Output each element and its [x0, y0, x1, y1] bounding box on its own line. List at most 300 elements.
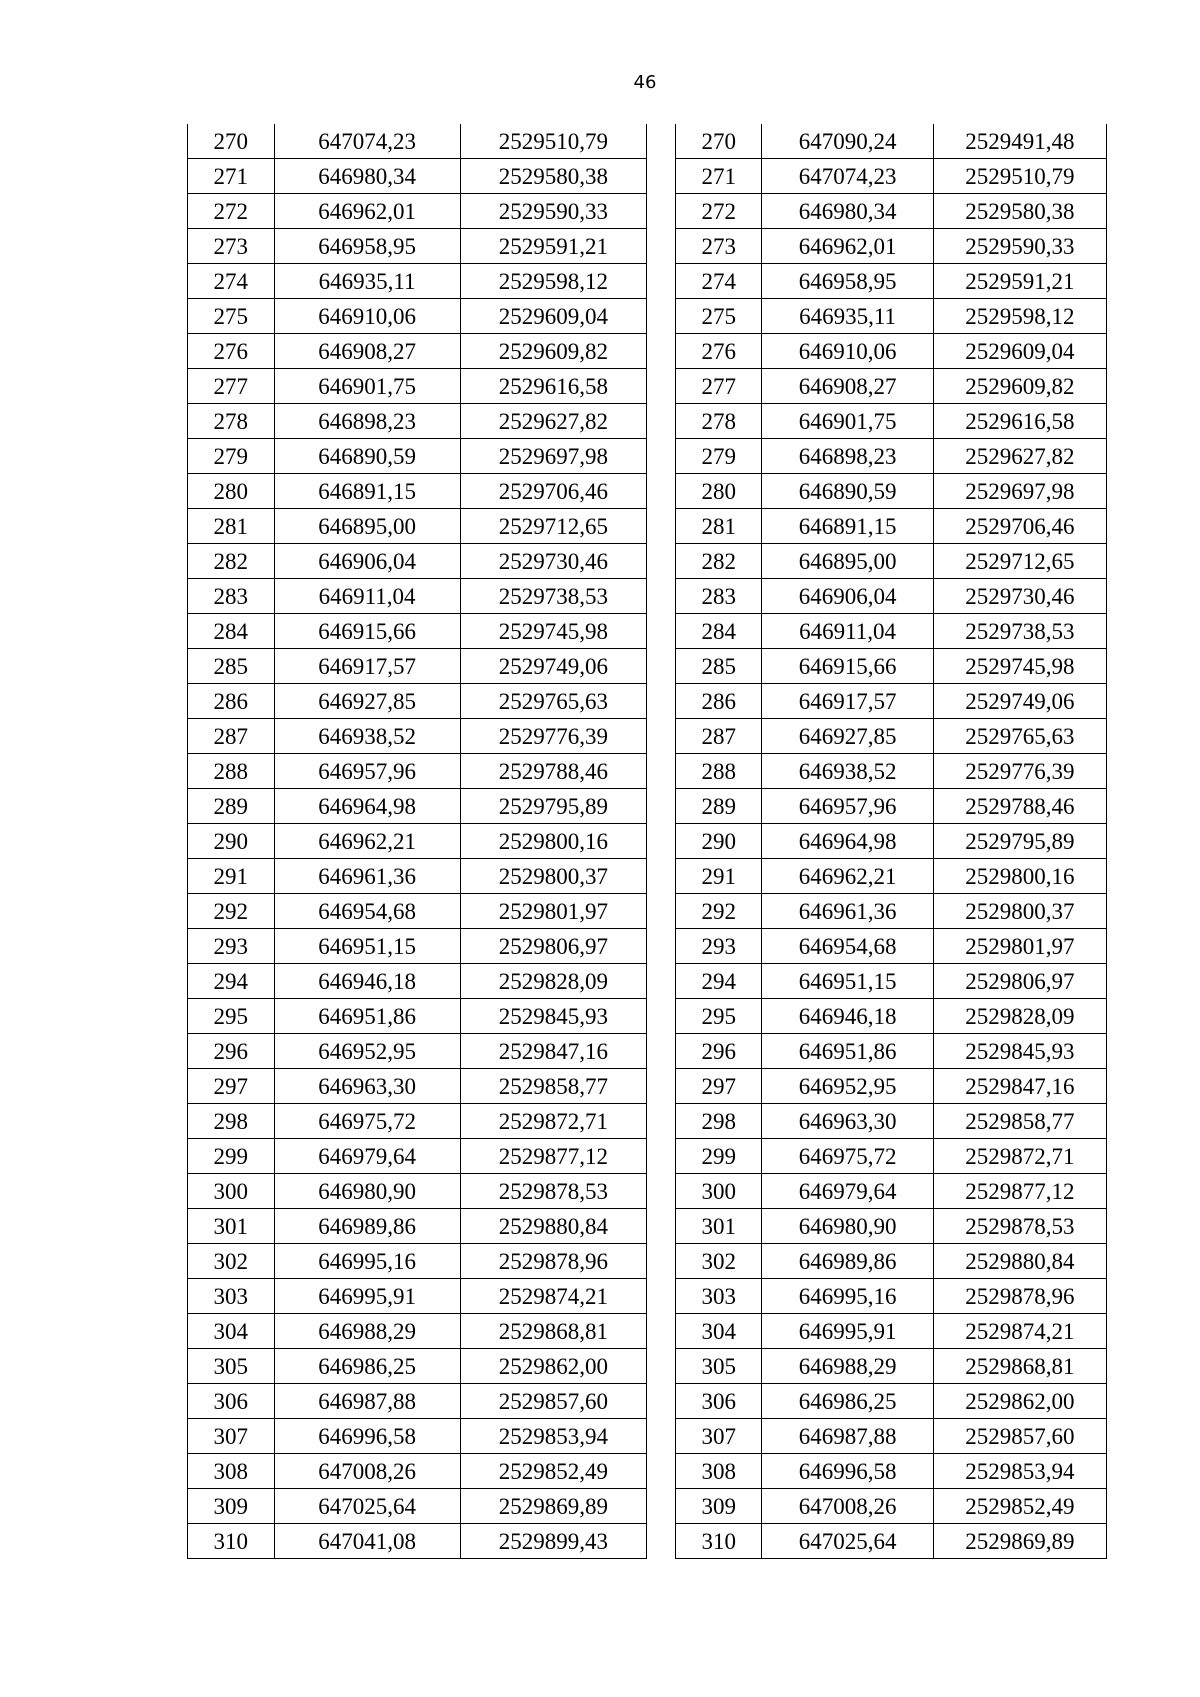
point-number-cell: 288 [676, 754, 762, 789]
table-row [676, 544, 1107, 579]
x-coordinate-cell: 647025,64 [274, 1489, 460, 1524]
y-coordinate-cell: 2529806,97 [933, 964, 1106, 999]
x-coordinate-cell: 646980,90 [762, 1209, 933, 1244]
y-coordinate-cell: 2529616,58 [933, 404, 1106, 439]
point-number-cell: 274 [676, 264, 762, 299]
x-coordinate-cell: 646927,85 [274, 684, 460, 719]
point-number-cell: 272 [676, 194, 762, 229]
table-row [676, 509, 1107, 544]
x-coordinate-cell: 646996,58 [274, 1419, 460, 1454]
point-number-cell: 271 [188, 159, 275, 194]
point-number-cell: 270 [676, 124, 762, 159]
y-coordinate-cell: 2529874,21 [933, 1314, 1106, 1349]
point-number-cell: 309 [676, 1489, 762, 1524]
x-coordinate-cell: 646915,66 [274, 614, 460, 649]
point-number-cell: 306 [676, 1384, 762, 1419]
table-row [676, 1279, 1107, 1314]
table-row [676, 334, 1107, 369]
y-coordinate-cell: 2529697,98 [933, 474, 1106, 509]
x-coordinate-cell: 646963,30 [762, 1104, 933, 1139]
y-coordinate-cell: 2529853,94 [460, 1419, 646, 1454]
y-coordinate-cell: 2529847,16 [933, 1069, 1106, 1104]
y-coordinate-cell: 2529853,94 [933, 1454, 1106, 1489]
x-coordinate-cell: 646954,68 [762, 929, 933, 964]
table-row [188, 614, 647, 649]
point-number-cell: 285 [676, 649, 762, 684]
y-coordinate-cell: 2529857,60 [460, 1384, 646, 1419]
table-row [676, 1489, 1107, 1524]
x-coordinate-cell: 646980,34 [274, 159, 460, 194]
table-row [676, 1139, 1107, 1174]
table-row [676, 1104, 1107, 1139]
point-number-cell: 281 [676, 509, 762, 544]
table-body-left [188, 124, 647, 1559]
y-coordinate-cell: 2529858,77 [460, 1069, 646, 1104]
table-row [676, 1384, 1107, 1419]
point-number-cell: 280 [188, 474, 275, 509]
y-coordinate-cell: 2529730,46 [460, 544, 646, 579]
y-coordinate-cell: 2529788,46 [460, 754, 646, 789]
point-number-cell: 285 [188, 649, 275, 684]
table-row [188, 1314, 647, 1349]
y-coordinate-cell: 2529800,16 [460, 824, 646, 859]
point-number-cell: 305 [676, 1349, 762, 1384]
x-coordinate-cell: 646951,15 [762, 964, 933, 999]
y-coordinate-cell: 2529738,53 [460, 579, 646, 614]
x-coordinate-cell: 646946,18 [274, 964, 460, 999]
table-row [188, 544, 647, 579]
x-coordinate-cell: 646906,04 [274, 544, 460, 579]
x-coordinate-cell: 646962,01 [274, 194, 460, 229]
x-coordinate-cell: 646908,27 [274, 334, 460, 369]
x-coordinate-cell: 646938,52 [762, 754, 933, 789]
table-row [188, 194, 647, 229]
table-row [676, 929, 1107, 964]
point-number-cell: 281 [188, 509, 275, 544]
x-coordinate-cell: 646988,29 [762, 1349, 933, 1384]
point-number-cell: 305 [188, 1349, 275, 1384]
point-number-cell: 284 [676, 614, 762, 649]
point-number-cell: 289 [188, 789, 275, 824]
point-number-cell: 275 [676, 299, 762, 334]
x-coordinate-cell: 646979,64 [762, 1174, 933, 1209]
x-coordinate-cell: 646951,15 [274, 929, 460, 964]
y-coordinate-cell: 2529749,06 [933, 684, 1106, 719]
x-coordinate-cell: 646988,29 [274, 1314, 460, 1349]
point-number-cell: 294 [676, 964, 762, 999]
x-coordinate-cell: 646906,04 [762, 579, 933, 614]
x-coordinate-cell: 646908,27 [762, 369, 933, 404]
point-number-cell: 303 [676, 1279, 762, 1314]
x-coordinate-cell: 646961,36 [762, 894, 933, 929]
table-row [676, 684, 1107, 719]
table-row [676, 1034, 1107, 1069]
y-coordinate-cell: 2529828,09 [933, 999, 1106, 1034]
y-coordinate-cell: 2529776,39 [460, 719, 646, 754]
point-number-cell: 304 [676, 1314, 762, 1349]
point-number-cell: 298 [188, 1104, 275, 1139]
point-number-cell: 310 [676, 1524, 762, 1559]
table-row [676, 1454, 1107, 1489]
x-coordinate-cell: 647025,64 [762, 1524, 933, 1559]
table-row [188, 1279, 647, 1314]
y-coordinate-cell: 2529580,38 [933, 194, 1106, 229]
y-coordinate-cell: 2529868,81 [933, 1349, 1106, 1384]
table-row [676, 404, 1107, 439]
x-coordinate-cell: 646962,01 [762, 229, 933, 264]
x-coordinate-cell: 646910,06 [762, 334, 933, 369]
table-row [676, 1314, 1107, 1349]
point-number-cell: 278 [188, 404, 275, 439]
table-row [188, 369, 647, 404]
table-row [188, 334, 647, 369]
x-coordinate-cell: 646961,36 [274, 859, 460, 894]
x-coordinate-cell: 646890,59 [274, 439, 460, 474]
table-row [676, 1524, 1107, 1559]
y-coordinate-cell: 2529765,63 [933, 719, 1106, 754]
x-coordinate-cell: 646935,11 [762, 299, 933, 334]
y-coordinate-cell: 2529590,33 [933, 229, 1106, 264]
y-coordinate-cell: 2529491,48 [933, 124, 1106, 159]
table-row [188, 264, 647, 299]
point-number-cell: 291 [676, 859, 762, 894]
coordinates-table-right [675, 124, 1107, 1559]
table-row [676, 474, 1107, 509]
point-number-cell: 283 [188, 579, 275, 614]
table-row [188, 124, 647, 159]
x-coordinate-cell: 646911,04 [762, 614, 933, 649]
y-coordinate-cell: 2529869,89 [933, 1524, 1106, 1559]
y-coordinate-cell: 2529795,89 [933, 824, 1106, 859]
y-coordinate-cell: 2529845,93 [460, 999, 646, 1034]
table-row [188, 824, 647, 859]
table-row [188, 579, 647, 614]
point-number-cell: 301 [188, 1209, 275, 1244]
y-coordinate-cell: 2529749,06 [460, 649, 646, 684]
point-number-cell: 301 [676, 1209, 762, 1244]
x-coordinate-cell: 646989,86 [762, 1244, 933, 1279]
x-coordinate-cell: 646986,25 [762, 1384, 933, 1419]
y-coordinate-cell: 2529609,82 [933, 369, 1106, 404]
point-number-cell: 278 [676, 404, 762, 439]
table-row [676, 579, 1107, 614]
point-number-cell: 289 [676, 789, 762, 824]
y-coordinate-cell: 2529852,49 [933, 1489, 1106, 1524]
point-number-cell: 299 [676, 1139, 762, 1174]
x-coordinate-cell: 646935,11 [274, 264, 460, 299]
y-coordinate-cell: 2529591,21 [933, 264, 1106, 299]
point-number-cell: 295 [676, 999, 762, 1034]
table-row [188, 999, 647, 1034]
table-body-right [676, 124, 1107, 1559]
y-coordinate-cell: 2529609,82 [460, 334, 646, 369]
point-number-cell: 304 [188, 1314, 275, 1349]
y-coordinate-cell: 2529877,12 [460, 1139, 646, 1174]
point-number-cell: 277 [188, 369, 275, 404]
y-coordinate-cell: 2529872,71 [460, 1104, 646, 1139]
x-coordinate-cell: 646958,95 [274, 229, 460, 264]
table-row [188, 649, 647, 684]
table-row [188, 684, 647, 719]
y-coordinate-cell: 2529800,37 [933, 894, 1106, 929]
y-coordinate-cell: 2529877,12 [933, 1174, 1106, 1209]
table-row [188, 1034, 647, 1069]
x-coordinate-cell: 647074,23 [762, 159, 933, 194]
point-number-cell: 274 [188, 264, 275, 299]
point-number-cell: 291 [188, 859, 275, 894]
coordinates-table-left [187, 124, 647, 1559]
x-coordinate-cell: 646917,57 [274, 649, 460, 684]
table-row [188, 1104, 647, 1139]
y-coordinate-cell: 2529880,84 [460, 1209, 646, 1244]
table-row [676, 894, 1107, 929]
table-row [676, 229, 1107, 264]
point-number-cell: 307 [188, 1419, 275, 1454]
x-coordinate-cell: 646958,95 [762, 264, 933, 299]
point-number-cell: 275 [188, 299, 275, 334]
x-coordinate-cell: 646910,06 [274, 299, 460, 334]
y-coordinate-cell: 2529738,53 [933, 614, 1106, 649]
point-number-cell: 297 [188, 1069, 275, 1104]
table-row [676, 719, 1107, 754]
y-coordinate-cell: 2529510,79 [460, 124, 646, 159]
point-number-cell: 290 [188, 824, 275, 859]
y-coordinate-cell: 2529795,89 [460, 789, 646, 824]
x-coordinate-cell: 646995,16 [762, 1279, 933, 1314]
table-row [188, 964, 647, 999]
x-coordinate-cell: 646952,95 [762, 1069, 933, 1104]
table-row [188, 1069, 647, 1104]
table-row [188, 474, 647, 509]
point-number-cell: 300 [188, 1174, 275, 1209]
y-coordinate-cell: 2529806,97 [460, 929, 646, 964]
point-number-cell: 277 [676, 369, 762, 404]
x-coordinate-cell: 646995,16 [274, 1244, 460, 1279]
y-coordinate-cell: 2529828,09 [460, 964, 646, 999]
point-number-cell: 295 [188, 999, 275, 1034]
point-number-cell: 290 [676, 824, 762, 859]
table-row [676, 614, 1107, 649]
x-coordinate-cell: 647074,23 [274, 124, 460, 159]
y-coordinate-cell: 2529878,53 [933, 1209, 1106, 1244]
table-row [188, 719, 647, 754]
y-coordinate-cell: 2529627,82 [460, 404, 646, 439]
point-number-cell: 282 [676, 544, 762, 579]
x-coordinate-cell: 647041,08 [274, 1524, 460, 1559]
table-row [676, 369, 1107, 404]
table-row [188, 1524, 647, 1559]
y-coordinate-cell: 2529609,04 [933, 334, 1106, 369]
y-coordinate-cell: 2529712,65 [933, 544, 1106, 579]
point-number-cell: 292 [676, 894, 762, 929]
point-number-cell: 307 [676, 1419, 762, 1454]
y-coordinate-cell: 2529598,12 [933, 299, 1106, 334]
x-coordinate-cell: 646954,68 [274, 894, 460, 929]
x-coordinate-cell: 646996,58 [762, 1454, 933, 1489]
x-coordinate-cell: 646979,64 [274, 1139, 460, 1174]
table-row [676, 1209, 1107, 1244]
x-coordinate-cell: 646986,25 [274, 1349, 460, 1384]
point-number-cell: 298 [676, 1104, 762, 1139]
x-coordinate-cell: 646917,57 [762, 684, 933, 719]
table-row [188, 1349, 647, 1384]
point-number-cell: 294 [188, 964, 275, 999]
x-coordinate-cell: 646980,90 [274, 1174, 460, 1209]
y-coordinate-cell: 2529878,96 [933, 1279, 1106, 1314]
point-number-cell: 280 [676, 474, 762, 509]
point-number-cell: 293 [676, 929, 762, 964]
x-coordinate-cell: 646975,72 [762, 1139, 933, 1174]
x-coordinate-cell: 646898,23 [274, 404, 460, 439]
y-coordinate-cell: 2529598,12 [460, 264, 646, 299]
point-number-cell: 306 [188, 1384, 275, 1419]
x-coordinate-cell: 646915,66 [762, 649, 933, 684]
y-coordinate-cell: 2529788,46 [933, 789, 1106, 824]
point-number-cell: 279 [676, 439, 762, 474]
table-row [676, 649, 1107, 684]
point-number-cell: 273 [188, 229, 275, 264]
point-number-cell: 287 [188, 719, 275, 754]
table-row [676, 264, 1107, 299]
point-number-cell: 288 [188, 754, 275, 789]
y-coordinate-cell: 2529874,21 [460, 1279, 646, 1314]
x-coordinate-cell: 646952,95 [274, 1034, 460, 1069]
y-coordinate-cell: 2529847,16 [460, 1034, 646, 1069]
table-row [188, 1209, 647, 1244]
y-coordinate-cell: 2529899,43 [460, 1524, 646, 1559]
point-number-cell: 296 [676, 1034, 762, 1069]
x-coordinate-cell: 646951,86 [274, 999, 460, 1034]
table-row [188, 1244, 647, 1279]
table-row [188, 159, 647, 194]
point-number-cell: 292 [188, 894, 275, 929]
y-coordinate-cell: 2529845,93 [933, 1034, 1106, 1069]
y-coordinate-cell: 2529801,97 [933, 929, 1106, 964]
y-coordinate-cell: 2529801,97 [460, 894, 646, 929]
table-row [188, 1419, 647, 1454]
table-row [676, 299, 1107, 334]
y-coordinate-cell: 2529627,82 [933, 439, 1106, 474]
y-coordinate-cell: 2529878,53 [460, 1174, 646, 1209]
table-row [676, 754, 1107, 789]
y-coordinate-cell: 2529510,79 [933, 159, 1106, 194]
y-coordinate-cell: 2529862,00 [933, 1384, 1106, 1419]
table-row [188, 1454, 647, 1489]
table-row [676, 1069, 1107, 1104]
y-coordinate-cell: 2529580,38 [460, 159, 646, 194]
table-row [676, 194, 1107, 229]
y-coordinate-cell: 2529878,96 [460, 1244, 646, 1279]
table-row [188, 929, 647, 964]
y-coordinate-cell: 2529800,37 [460, 859, 646, 894]
x-coordinate-cell: 646927,85 [762, 719, 933, 754]
y-coordinate-cell: 2529852,49 [460, 1454, 646, 1489]
table-row [676, 159, 1107, 194]
table-row [188, 509, 647, 544]
table-row [188, 1489, 647, 1524]
y-coordinate-cell: 2529616,58 [460, 369, 646, 404]
x-coordinate-cell: 647090,24 [762, 124, 933, 159]
x-coordinate-cell: 646980,34 [762, 194, 933, 229]
x-coordinate-cell: 646938,52 [274, 719, 460, 754]
x-coordinate-cell: 647008,26 [762, 1489, 933, 1524]
x-coordinate-cell: 646890,59 [762, 474, 933, 509]
table-row [188, 1139, 647, 1174]
point-number-cell: 302 [676, 1244, 762, 1279]
y-coordinate-cell: 2529765,63 [460, 684, 646, 719]
y-coordinate-cell: 2529857,60 [933, 1419, 1106, 1454]
x-coordinate-cell: 646987,88 [274, 1384, 460, 1419]
point-number-cell: 286 [676, 684, 762, 719]
point-number-cell: 286 [188, 684, 275, 719]
x-coordinate-cell: 646895,00 [762, 544, 933, 579]
table-row [188, 894, 647, 929]
y-coordinate-cell: 2529745,98 [933, 649, 1106, 684]
table-row [188, 754, 647, 789]
y-coordinate-cell: 2529868,81 [460, 1314, 646, 1349]
point-number-cell: 283 [676, 579, 762, 614]
table-row [188, 439, 647, 474]
x-coordinate-cell: 646951,86 [762, 1034, 933, 1069]
point-number-cell: 303 [188, 1279, 275, 1314]
table-row [676, 824, 1107, 859]
x-coordinate-cell: 646962,21 [762, 859, 933, 894]
table-row [676, 859, 1107, 894]
point-number-cell: 272 [188, 194, 275, 229]
point-number-cell: 273 [676, 229, 762, 264]
table-row [188, 404, 647, 439]
point-number-cell: 308 [676, 1454, 762, 1489]
x-coordinate-cell: 646964,98 [762, 824, 933, 859]
table-row [676, 439, 1107, 474]
point-number-cell: 310 [188, 1524, 275, 1559]
point-number-cell: 276 [188, 334, 275, 369]
point-number-cell: 276 [676, 334, 762, 369]
point-number-cell: 293 [188, 929, 275, 964]
x-coordinate-cell: 646957,96 [274, 754, 460, 789]
table-row [676, 1349, 1107, 1384]
x-coordinate-cell: 646964,98 [274, 789, 460, 824]
table-row [676, 1174, 1107, 1209]
x-coordinate-cell: 647008,26 [274, 1454, 460, 1489]
point-number-cell: 284 [188, 614, 275, 649]
x-coordinate-cell: 646995,91 [274, 1279, 460, 1314]
y-coordinate-cell: 2529730,46 [933, 579, 1106, 614]
table-row [676, 124, 1107, 159]
x-coordinate-cell: 646911,04 [274, 579, 460, 614]
table-row [188, 789, 647, 824]
y-coordinate-cell: 2529862,00 [460, 1349, 646, 1384]
x-coordinate-cell: 646962,21 [274, 824, 460, 859]
table-row [188, 229, 647, 264]
table-row [188, 859, 647, 894]
table-row [676, 964, 1107, 999]
x-coordinate-cell: 646901,75 [274, 369, 460, 404]
x-coordinate-cell: 646995,91 [762, 1314, 933, 1349]
point-number-cell: 302 [188, 1244, 275, 1279]
y-coordinate-cell: 2529745,98 [460, 614, 646, 649]
point-number-cell: 299 [188, 1139, 275, 1174]
y-coordinate-cell: 2529706,46 [460, 474, 646, 509]
x-coordinate-cell: 646957,96 [762, 789, 933, 824]
x-coordinate-cell: 646987,88 [762, 1419, 933, 1454]
x-coordinate-cell: 646898,23 [762, 439, 933, 474]
table-row [188, 1384, 647, 1419]
y-coordinate-cell: 2529858,77 [933, 1104, 1106, 1139]
table-row [188, 1174, 647, 1209]
table-row [188, 299, 647, 334]
x-coordinate-cell: 646975,72 [274, 1104, 460, 1139]
